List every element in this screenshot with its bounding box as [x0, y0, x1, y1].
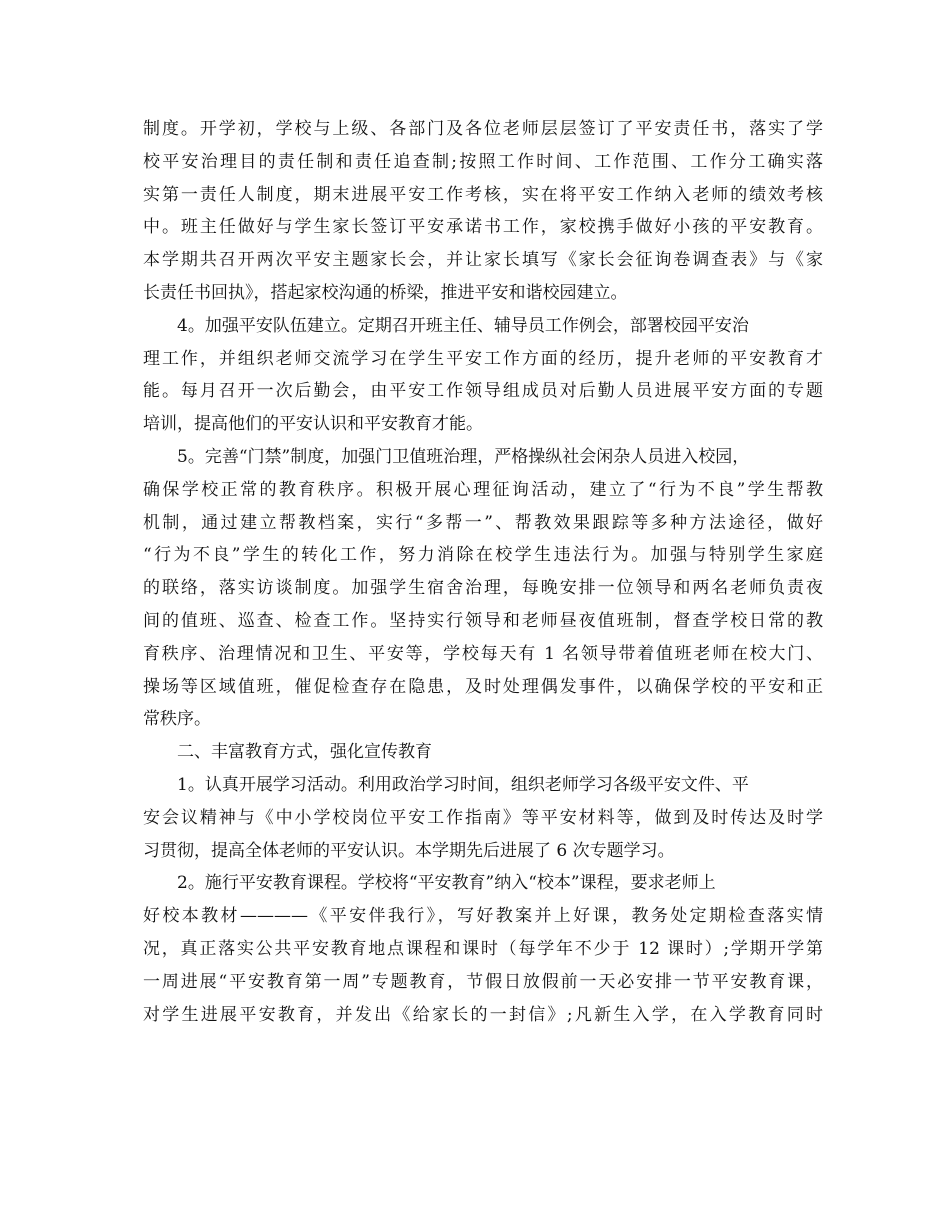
- text-line: 校平安治理目的责任制和责任追查制;按照工作时间、工作范围、工作分工确实落: [143, 151, 823, 172]
- text-line: 5。完善“门禁”制度，加强门卫值班治理，严格操纵社会闲杂人员进入校园，: [177, 446, 750, 467]
- text-line: 制度。开学初，学校与上级、各部门及各位老师层层签订了平安责任书，落实了学: [143, 119, 823, 139]
- text-line: 4。加强平安队伍建立。定期召开班主任、辅导员工作例会，部署校园平安治: [177, 315, 749, 336]
- text-line: 实第一责任人制度，期末进展平安工作考核，实在将平安工作纳入老师的绩效考核: [143, 184, 823, 205]
- text-line: 一周进展“平安教育第一周”专题教育，节假日放假前一天必安排一节平安教育课，: [143, 971, 823, 992]
- text-line: 常秩序。: [143, 709, 211, 730]
- text-line: 况，真正落实公共平安教育地点课程和课时（每学年不少于 12 课时）;学期开学第: [143, 938, 823, 959]
- text-line: 的联络，落实访谈制度。加强学生宿舍治理，每晚安排一位领导和两名老师负责夜: [143, 578, 823, 599]
- text-line: 中。班主任做好与学生家长签订平安承诺书工作，家校携手做好小孩的平安教育。: [143, 217, 823, 238]
- text-line: 长责任书回执》，搭起家校沟通的桥梁，推进平安和谐校园建立。: [143, 282, 628, 303]
- document-body: [143, 113, 823, 1031]
- text-line: 理工作，并组织老师交流学习在学生平安工作方面的经历，提升老师的平安教育才: [143, 348, 823, 369]
- text-line: 间的值班、巡查、检查工作。坚持实行领导和老师昼夜值班制，督查学校日常的教: [143, 610, 823, 631]
- text-line: 二、丰富教育方式，强化宣传教育: [177, 742, 432, 763]
- text-line: 能。每月召开一次后勤会，由平安工作领导组成员对后勤人员进展平安方面的专题: [143, 381, 823, 402]
- text-line: 本学期共召开两次平安主题家长会，并让家长填写《家长会征询卷调查表》与《家: [143, 250, 823, 271]
- text-line: 1。认真开展学习活动。利用政治学习时间，组织老师学习各级平安文件、平: [177, 774, 749, 795]
- text-line: 习贯彻，提高全体老师的平安认识。本学期先后进展了 6 次专题学习。: [143, 840, 675, 861]
- text-line: 安会议精神与《中小学校岗位平安工作指南》等平安材料等，做到及时传达及时学: [143, 807, 823, 828]
- text-line: 操场等区域值班，催促检查存在隐患，及时处理偶发事件，以确保学校的平安和正: [143, 676, 823, 697]
- text-line: 2。施行平安教育课程。学校将“平安教育”纳入“校本”课程，要求老师上: [177, 873, 716, 894]
- text-line: “行为不良”学生的转化工作，努力消除在校学生违法行为。加强与特别学生家庭: [143, 545, 823, 566]
- text-line: 培训，提高他们的平安认识和平安教育才能。: [143, 414, 483, 435]
- text-line: 确保学校正常的教育秩序。积极开展心理征询活动，建立了“行为不良”学生帮教: [143, 479, 823, 500]
- text-line: 对学生进展平安教育，并发出《给家长的一封信》;凡新生入学，在入学教育同时: [143, 1004, 823, 1025]
- text-line: 机制，通过建立帮教档案，实行“多帮一”、帮教效果跟踪等多种方法途径，做好: [143, 512, 823, 533]
- text-line: 好校本教材————《平安伴我行》，写好教案并上好课，教务处定期检查落实情: [143, 906, 823, 927]
- text-line: 育秩序、治理情况和卫生、平安等，学校每天有 1 名领导带着值班老师在校大门、: [143, 643, 823, 664]
